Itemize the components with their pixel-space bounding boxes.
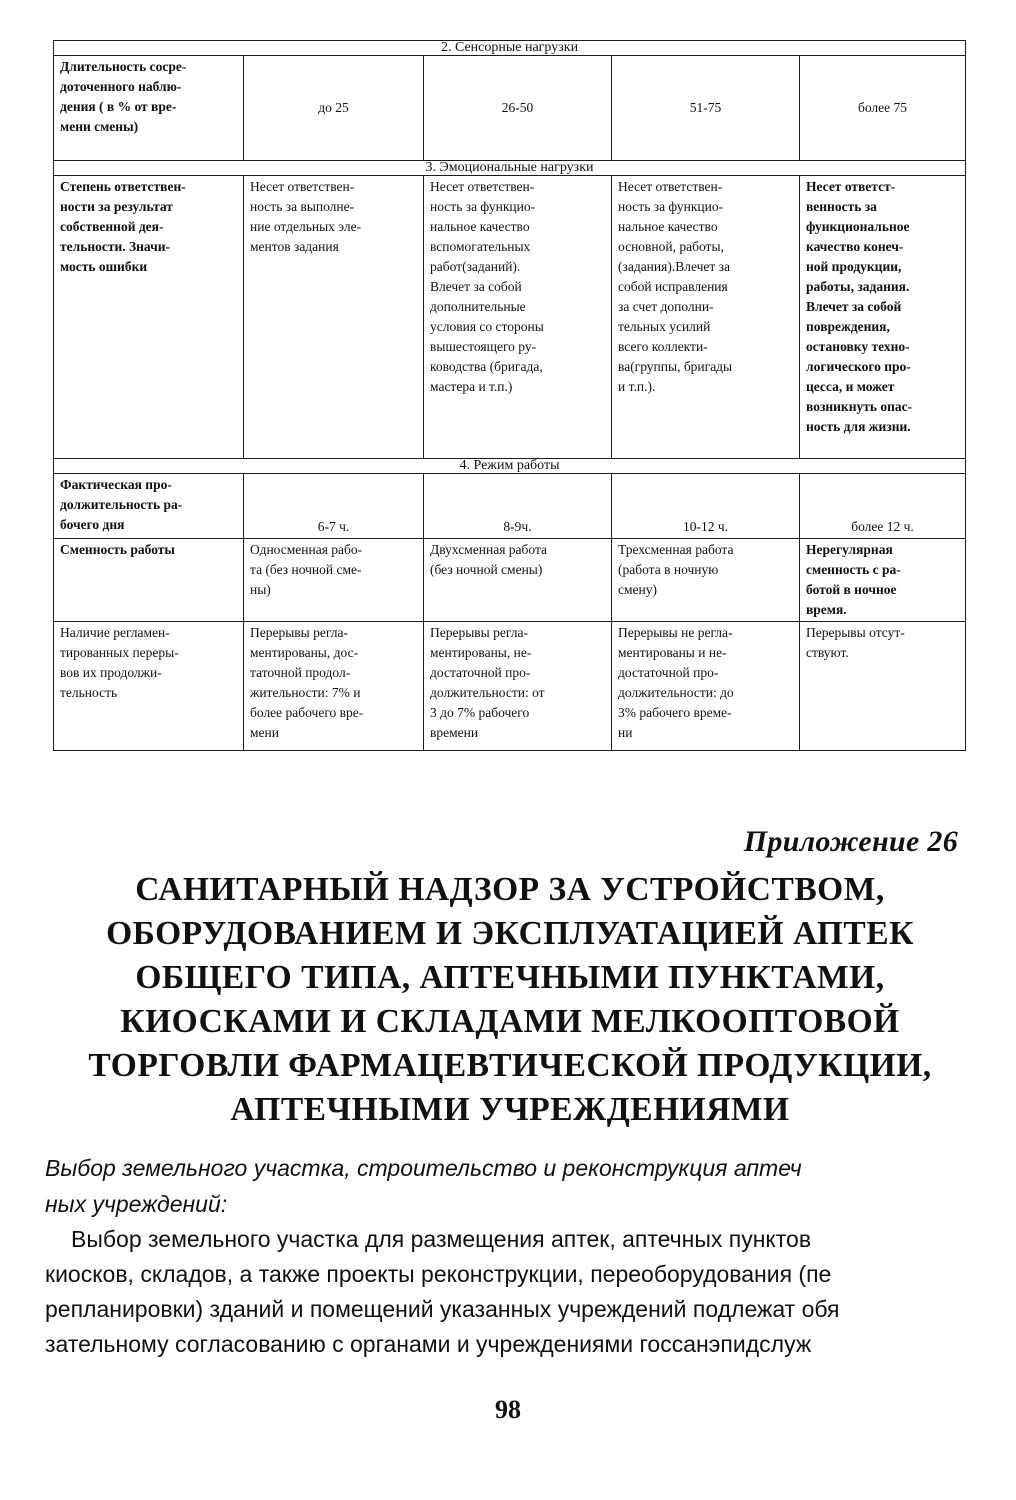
body-paragraph xyxy=(45,1222,960,1362)
title-line: ТОРГОВЛИ ФАРМАЦЕВТИЧЕСКОЙ ПРОДУКЦИИ, xyxy=(88,1047,932,1084)
title-line: АПТЕЧНЫМИ УЧРЕЖДЕНИЯМИ xyxy=(230,1091,790,1128)
subheading-line: Выбор земельного участка, строительство и реконструкция аптеч xyxy=(45,1155,802,1181)
section-header-emotional: 3. Эмоциональные нагрузки xyxy=(54,161,966,176)
section-row-sensory xyxy=(54,41,966,56)
title-line: ОБОРУДОВАНИЕМ И ЭКСПЛУАТАЦИЕЙ АПТЕК xyxy=(106,915,914,952)
row-label-shift: Сменность работы xyxy=(54,539,244,622)
appendix-label: Приложение 26 xyxy=(743,825,958,858)
table-cell: 51-75 xyxy=(612,56,800,161)
page-number: 98 xyxy=(495,1395,521,1424)
table-cell: Несет ответствен- ность за выполне- ние отдельных эле- ментов задания xyxy=(244,176,424,459)
table-cell: более 12 ч. xyxy=(800,474,966,539)
table-cell: более 75 xyxy=(800,56,966,161)
row-label-observation: Длительность сосре- доточенного наблю- дения ( в % от вре- мени смены) xyxy=(54,56,244,161)
table-row xyxy=(54,56,966,161)
row-label-breaks: Наличие регламен- тированных переры- вов их продолжи- тельность xyxy=(54,622,244,751)
section-row-emotional xyxy=(54,161,966,176)
table-cell: 26-50 xyxy=(424,56,612,161)
table-cell: Несет ответствен- ность за функцио- нальное качество основной, работы, (задания).Влечет за собой исправления за счет дополни- тельных усилий всего коллекти- ва(группы, бригады и т.п.). xyxy=(612,176,800,459)
table-cell: Несет ответст- венность за функциональное качество конеч- ной продукции, работы, задания. Влечет за собой повреждения, остановку техно- логического про- цесса, и может возникнуть опас- ность для жизни. xyxy=(800,176,966,459)
table-row xyxy=(54,176,966,459)
table-cell: Трехсменная работа (работа в ночную смену) xyxy=(612,539,800,622)
title-line: САНИТАРНЫЙ НАДЗОР ЗА УСТРОЙСТВОМ, xyxy=(135,871,885,908)
body-line: Выбор земельного участка для размещения аптек, аптечных пунктов xyxy=(71,1226,812,1252)
table-cell: до 25 xyxy=(244,56,424,161)
body-line: зательному согласованию с органами и учреждениями госсанэпидслуж xyxy=(45,1331,812,1357)
table-cell: 10-12 ч. xyxy=(612,474,800,539)
table-cell: 6-7 ч. xyxy=(244,474,424,539)
body-line: репланировки) зданий и помещений указанных учреждений подлежат обя xyxy=(45,1296,840,1322)
title-line: ОБЩЕГО ТИПА, АПТЕЧНЫМИ ПУНКТАМИ, xyxy=(135,959,885,996)
table-cell: Перерывы регла- ментированы, дос- таточной продол- жительности: 7% и более рабочего вре- мени xyxy=(244,622,424,751)
table-cell: Несет ответствен- ность за функцио- нальное качество вспомогательных работ(заданий). Влечет за собой дополнительные условия со стороны вышестоящего ру- ководства (бригада, мастера и т.п.) xyxy=(424,176,612,459)
title-line: КИОСКАМИ И СКЛАДАМИ МЕЛКООПТОВОЙ xyxy=(120,1003,900,1040)
table-cell: Перерывы не регла- ментированы и не- достаточной про- должительности: до 3% рабочего време- ни xyxy=(612,622,800,751)
section-row-work-mode xyxy=(54,459,966,474)
table-cell: Двухсменная работа (без ночной смены) xyxy=(424,539,612,622)
section-header-work-mode: 4. Режим работы xyxy=(54,459,966,474)
table-row xyxy=(54,539,966,622)
table-cell: Нерегулярная сменность с ра- ботой в ночное время. xyxy=(800,539,966,622)
table-cell: Перерывы отсут- ствуют. xyxy=(800,622,966,751)
row-label-responsibility: Степень ответствен- ности за результат собственной дея- тельности. Значи- мость ошибки xyxy=(54,176,244,459)
workload-table xyxy=(53,40,966,751)
table-row xyxy=(54,474,966,539)
table-cell: 8-9ч. xyxy=(424,474,612,539)
table-cell: Односменная рабо- та (без ночной сме- ны) xyxy=(244,539,424,622)
row-label-duration: Фактическая про- должительность ра- бочего дня xyxy=(54,474,244,539)
subheading-line: ных учреждений: xyxy=(45,1191,228,1217)
table-cell: Перерывы регла- ментированы, не- достаточной про- должительности: от 3 до 7% рабочего времени xyxy=(424,622,612,751)
section-subheading xyxy=(45,1150,960,1222)
section-header-sensory: 2. Сенсорные нагрузки xyxy=(54,41,966,56)
page-title xyxy=(60,868,960,1132)
body-line: киосков, складов, а также проекты реконструкции, переоборудования (пе xyxy=(45,1261,832,1287)
table-row xyxy=(54,622,966,751)
